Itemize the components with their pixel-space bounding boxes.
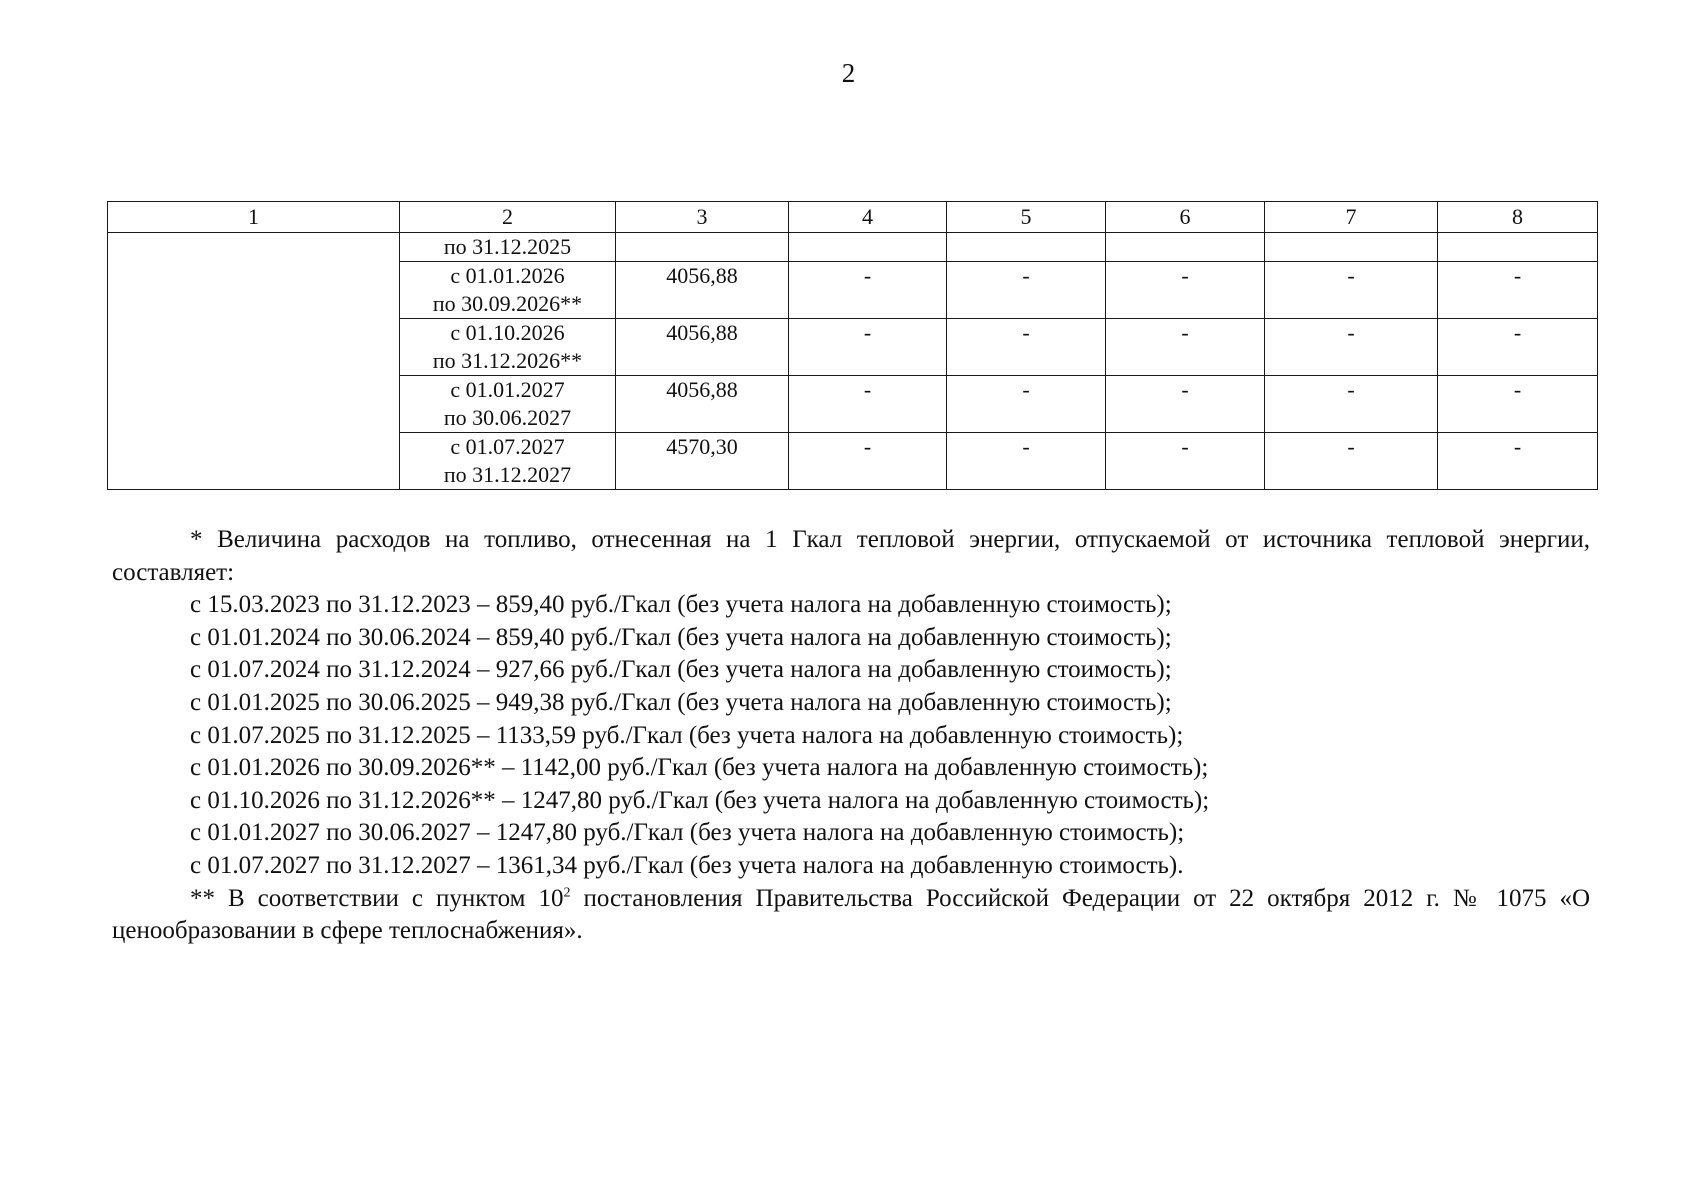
dash-cell: -	[947, 433, 1106, 490]
period-cell	[400, 376, 616, 433]
dash-cell: -	[1438, 376, 1598, 433]
fuel-cost-item: с 01.01.2025 по 30.06.2025 – 949,38 руб./Гкал (без учета налога на добавленную стоимость);	[190, 688, 1172, 716]
legal-reference-note	[112, 883, 1590, 948]
period-cell	[400, 319, 616, 376]
dash-cell: -	[1106, 376, 1265, 433]
legal-note-end: постановления Правительства Российской Федерации от 22 октября 2012 г. № 1075 «О ценообразовании в сфере теплоснабжения».	[112, 884, 1591, 945]
period-to: по 31.12.2026**	[432, 348, 583, 373]
fuel-cost-item: с 01.01.2027 по 30.06.2027 – 1247,80 руб./Гкал (без учета налога на добавленную стоимость);	[190, 819, 1185, 847]
tariff-table	[107, 201, 1598, 490]
dash-cell	[947, 233, 1106, 262]
fuel-cost-item: с 01.07.2024 по 31.12.2024 – 927,66 руб./Гкал (без учета налога на добавленную стоимость);	[190, 656, 1172, 684]
dash-cell: -	[789, 376, 947, 433]
dash-cell: -	[789, 319, 947, 376]
value-cell	[616, 233, 789, 262]
dash-cell	[1438, 233, 1598, 262]
dash-cell	[1106, 233, 1265, 262]
fuel-cost-item: с 01.01.2024 по 30.06.2024 – 859,40 руб./Гкал (без учета налога на добавленную стоимость);	[190, 623, 1172, 651]
period-cell	[400, 233, 616, 262]
legal-note-start: ** В соответствии с пунктом 10	[190, 884, 564, 912]
dash-cell: -	[1265, 376, 1438, 433]
table-row	[108, 233, 1598, 262]
header-cell: 7	[1265, 202, 1438, 233]
legal-note-superscript: 2	[563, 885, 571, 901]
fuel-cost-item: с 01.07.2025 по 31.12.2025 – 1133,59 руб./Гкал (без учета налога на добавленную стоимость);	[190, 721, 1184, 749]
dash-cell: -	[1438, 262, 1598, 319]
period-from: с 01.01.2026	[450, 263, 565, 288]
fuel-cost-item: с 01.01.2026 по 30.09.2026** – 1142,00 руб./Гкал (без учета налога на добавленную стоимость);	[190, 754, 1209, 782]
table-header-row	[108, 202, 1598, 233]
period-to: по 30.09.2026**	[432, 291, 583, 316]
header-cell: 6	[1106, 202, 1265, 233]
header-cell: 5	[947, 202, 1106, 233]
footnotes	[112, 524, 1590, 948]
dash-cell: -	[1265, 433, 1438, 490]
fuel-cost-item: с 15.03.2023 по 31.12.2023 – 859,40 руб./Гкал (без учета налога на добавленную стоимость);	[190, 591, 1172, 619]
value-cell: 4570,30	[616, 433, 789, 490]
dash-cell: -	[947, 376, 1106, 433]
dash-cell: -	[947, 319, 1106, 376]
period-cell	[400, 262, 616, 319]
period-from: с 01.10.2026	[450, 320, 565, 345]
period-from: с 01.01.2027	[450, 377, 565, 402]
value-cell: 4056,88	[616, 262, 789, 319]
value-cell: 4056,88	[616, 376, 789, 433]
dash-cell: -	[789, 262, 947, 319]
period-to: по 30.06.2027	[443, 405, 572, 430]
header-cell: 8	[1438, 202, 1598, 233]
empty-cell	[108, 233, 400, 490]
dash-cell: -	[1265, 319, 1438, 376]
dash-cell: -	[947, 262, 1106, 319]
period-from: с 01.07.2027	[450, 434, 565, 459]
period-to: по 31.12.2025	[443, 234, 572, 259]
dash-cell	[789, 233, 947, 262]
dash-cell: -	[1265, 262, 1438, 319]
fuel-cost-item: с 01.10.2026 по 31.12.2026** – 1247,80 руб./Гкал (без учета налога на добавленную стоимость);	[190, 786, 1210, 814]
period-to: по 31.12.2027	[443, 462, 572, 487]
fuel-cost-item: с 01.07.2027 по 31.12.2027 – 1361,34 руб./Гкал (без учета налога на добавленную стоимость).	[190, 851, 1184, 879]
period-cell	[400, 433, 616, 490]
dash-cell: -	[1438, 433, 1598, 490]
dash-cell: -	[1106, 262, 1265, 319]
dash-cell	[1265, 233, 1438, 262]
fuel-cost-note: * Величина расходов на топливо, отнесенная на 1 Гкал тепловой энергии, отпускаемой от источника тепловой энергии, составляет:	[112, 526, 1590, 586]
dash-cell: -	[789, 433, 947, 490]
header-cell: 4	[789, 202, 947, 233]
dash-cell: -	[1106, 433, 1265, 490]
dash-cell: -	[1106, 319, 1265, 376]
page-number: 2	[841, 58, 856, 88]
header-cell: 3	[616, 202, 789, 233]
value-cell: 4056,88	[616, 319, 789, 376]
dash-cell: -	[1438, 319, 1598, 376]
header-cell: 1	[108, 202, 400, 233]
header-cell: 2	[400, 202, 616, 233]
